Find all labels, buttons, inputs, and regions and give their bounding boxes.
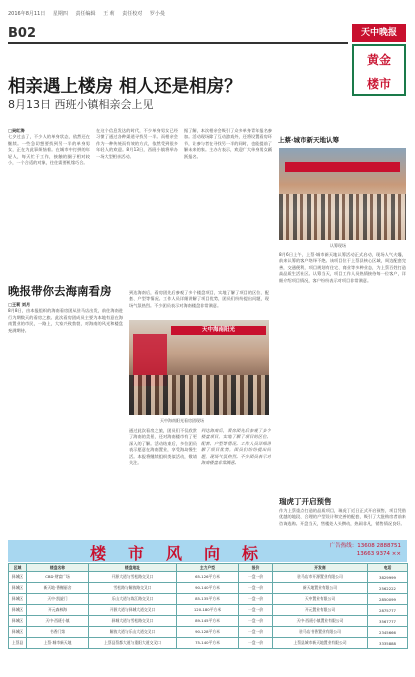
table-cell: 驿城区 — [9, 583, 27, 594]
table-cell: 75-140平方米 — [177, 638, 239, 649]
article1-text1: 七夕过去了，不少人的单身状态，依然还在继续。一些急切想要找到另一半的单身男女，正在为此事烦恼着。在城市中打拼的年轻人，每天忙于工作，接触的圈子相对较小，一个合适的对象，往往需要机缘巧合。 — [8, 134, 90, 166]
table-cell: 2875777 — [368, 605, 408, 616]
table-row — [9, 594, 408, 605]
table-cell: 一盘一价 — [239, 605, 273, 616]
table-cell: 上蔡县城市新天地置业有限公司 — [273, 638, 368, 649]
table-cell: 2850099 — [368, 594, 408, 605]
market-table — [8, 563, 408, 649]
table-cell: 天中·凯旋门 — [27, 594, 89, 605]
section-label-line1: 黄金 — [366, 53, 391, 67]
right-story2-title: 瑞虎丁开启预售 — [279, 497, 332, 506]
table-cell: 驿城区 — [9, 594, 27, 605]
table-cell: 新天地置业有限公司 — [273, 583, 368, 594]
subheadline: 8月13日 西班小镇相亲会上见 — [8, 98, 154, 111]
market-title: 楼市风向标 — [90, 544, 281, 563]
section2-col1 — [8, 302, 123, 527]
event-banner — [285, 162, 400, 172]
column-header: 报价 — [239, 564, 273, 572]
section2-title: 晚报带你去海南看房 — [8, 284, 112, 298]
table-cell: 65-126平方米 — [177, 572, 239, 583]
right-story-caption: 认筹现场 — [330, 243, 346, 248]
house-tour-photo — [129, 320, 269, 415]
table-cell: 开元置业有限公司 — [273, 605, 368, 616]
column-header: 开发商 — [273, 564, 368, 572]
table-header-row — [9, 564, 408, 572]
table-cell: 2562222 — [368, 583, 408, 594]
table-cell: 上蔡·城市新天地 — [27, 638, 89, 649]
proofreader-name: 罗小曼 — [149, 11, 165, 17]
ad-hotline — [330, 542, 401, 558]
section-label — [352, 44, 406, 96]
market-banner — [8, 540, 407, 562]
table-row — [9, 572, 408, 583]
table-cell: 驿城区 — [9, 616, 27, 627]
table-row — [9, 583, 408, 594]
section2-col3: 通过此次看房之旅，团员们不仅欣赏了海南的美景，还对海南楼市有了更深入的了解。活动结束后，多位团员表示愿意在海南置业，享受海岛慢生活。本报将继续组织类似活动，敬请关注。 — [129, 428, 197, 466]
proofreader-label: 责任校对 — [122, 11, 143, 17]
weekday: 星期四 — [52, 11, 68, 17]
article1-col1 — [8, 128, 90, 278]
table-cell: 90-140平方米 — [177, 583, 239, 594]
column-header: 电话 — [368, 564, 408, 572]
section2-byline: □王莉 刘月 — [8, 302, 31, 307]
table-cell: 85-135平方米 — [177, 594, 239, 605]
table-cell: 天中·西班小镇置业有限公司 — [273, 616, 368, 627]
ad-hotline-2: 13663 9374 ×× — [356, 551, 401, 557]
house-tour-caption: 天中海南阳光看房团现场 — [160, 418, 204, 423]
tour-banner: 天中海南阳光 — [171, 326, 266, 335]
table-row — [9, 627, 408, 638]
editor-label: 责任编辑 — [75, 11, 96, 17]
tour-crowd — [129, 375, 269, 415]
article1-text3: 据了解，本次相亲会吸引了众多单身青年报名参加。活动现场除了互动游戏外，还将设置看房环节，让参与者在寻找另一半的同时，也能提前了解未来的家。主办方表示，欢迎广大单身男女踊跃报名。 — [184, 128, 272, 159]
table-cell: 解放大道与乐山大道交叉口 — [89, 627, 177, 638]
table-cell: 驿城区 — [9, 627, 27, 638]
table-cell: 一盘一价 — [239, 616, 273, 627]
table-cell: 天中置业有限公司 — [273, 594, 368, 605]
table-cell: 120-180平方米 — [177, 605, 239, 616]
table-cell: 驻马店市开源置业有限公司 — [273, 572, 368, 583]
table-cell: 一盘一价 — [239, 583, 273, 594]
page-number: B02 — [8, 26, 36, 41]
table-cell: 乐山大道与练江路交叉口 — [89, 594, 177, 605]
table-cell: 新天地·香榭丽舍 — [27, 583, 89, 594]
right-story-body: 8月6日上午，上蔡·城市新天地认筹活动正式启动，现场人气火爆，前来认筹的客户络绎不绝。该项目位于上蔡县核心区域，周边配套完善，交通便利，项目规划有住宅、商业等多种业态，为上蔡百姓打造高品质生活社区。认筹当天，项目工作人员热情接待每一位客户，详细介绍项目情况，客户纷纷表示对项目非常满意。 — [279, 252, 406, 283]
section2-text1: 8月8日，由本报组织的海南看房团从驻马店出发，前往海南进行为期数天的看房之旅。此次看房团成员主要为本地有意在海南置业的市民，一路上，大家兴致勃勃，对海南的风光和楼盘充满期待。 — [8, 308, 123, 333]
article1-byline: □吴红涛 — [8, 128, 25, 133]
table-row — [9, 605, 408, 616]
article1-col2 — [96, 128, 178, 278]
table-cell: 驿城区 — [9, 572, 27, 583]
right-story2-body: 作为上蔡重点打造的品质项目，瑞虎丁近日正式开启预售，项目凭借优越的地段、合理的户型设计和完善的配套，吸引了大批购房者前来咨询选购。开盘当天，售楼处人头攒动，热闹非凡，销售情况良好。 — [279, 508, 406, 526]
table-row — [9, 616, 408, 627]
table-row — [9, 638, 408, 649]
section2-col4: 到达海南后，看房团先后参观了多个楼盘项目，实地了解了项目的区位、配套、户型等情况。工作人员详细讲解了项目优势，团员们纷纷提出问题，现场气氛热烈。不少团员表示对海南楼盘非常满意。 — [201, 428, 271, 466]
table-cell: 驿城大道与雪松路交叉口 — [89, 616, 177, 627]
table-cell: 3567777 — [368, 616, 408, 627]
table-cell: 书香门第 — [27, 627, 89, 638]
headline: 相亲遇上楼房 相人还是相房？ — [8, 77, 242, 97]
column-header: 楼盘名称 — [27, 564, 89, 572]
table-cell: 2345666 — [368, 627, 408, 638]
table-cell: 90-128平方米 — [177, 627, 239, 638]
table-cell: 雪松路与解放路交叉口 — [89, 583, 177, 594]
section2-col2: 到达海南后，看房团先后参观了多个楼盘项目，实地了解了项目的区位、配套、户型等情况。工作人员详细讲解了项目优势，团员们纷纷提出问题，现场气氛热烈。不少团员表示对海南楼盘非常满意。 — [129, 290, 269, 308]
newspaper-logo: 天中晚报 — [352, 24, 406, 42]
date: 2016年8月11日 — [8, 11, 46, 17]
table-cell: CBD·财富广场 — [27, 572, 89, 583]
table-cell: 3829999 — [368, 572, 408, 583]
table-cell: 上蔡县 — [9, 638, 27, 649]
table-cell: 天中·西班小镇 — [27, 616, 89, 627]
article1-col3 — [184, 128, 272, 278]
table-cell: 开源大道与驿城大道交叉口 — [89, 605, 177, 616]
column-header: 主力户型 — [177, 564, 239, 572]
section-label-line2: 楼市 — [366, 77, 391, 91]
article1-text2: 在这个信息发达的时代，不少单身男女已经习惯了通过各种渠道寻找另一半。而相亲会作为一种传统而有效的方式，依然受到很多年轻人的欢迎。8月13日，西班小镇将举办一场大型相亲活动。 — [96, 128, 178, 159]
table-cell: 一盘一价 — [239, 638, 273, 649]
table-cell: 一盘一价 — [239, 572, 273, 583]
editor-name: 王 莉 — [103, 11, 115, 17]
table-cell: 开源大道与雪松路交叉口 — [89, 572, 177, 583]
right-story-title: 上蔡·城市新天地认筹 — [278, 136, 339, 144]
header-rule — [8, 42, 348, 44]
table-cell: 开元森林海 — [27, 605, 89, 616]
table-cell: 89-145平方米 — [177, 616, 239, 627]
table-cell: 驻马店书香置业有限公司 — [273, 627, 368, 638]
table-cell: 一盘一价 — [239, 594, 273, 605]
table-cell: 3335888 — [368, 638, 408, 649]
table-cell: 一盘一价 — [239, 627, 273, 638]
table-cell: 驿城区 — [9, 605, 27, 616]
table-cell: 上蔡县蔡都大道与重阳大道交叉口 — [89, 638, 177, 649]
crowd — [279, 194, 406, 240]
ad-hotline-1: 广告热线：13608 2888751 — [329, 543, 401, 549]
event-photo — [279, 148, 406, 240]
column-header: 楼盘地址 — [89, 564, 177, 572]
column-header: 区域 — [9, 564, 27, 572]
header-meta — [8, 10, 348, 18]
